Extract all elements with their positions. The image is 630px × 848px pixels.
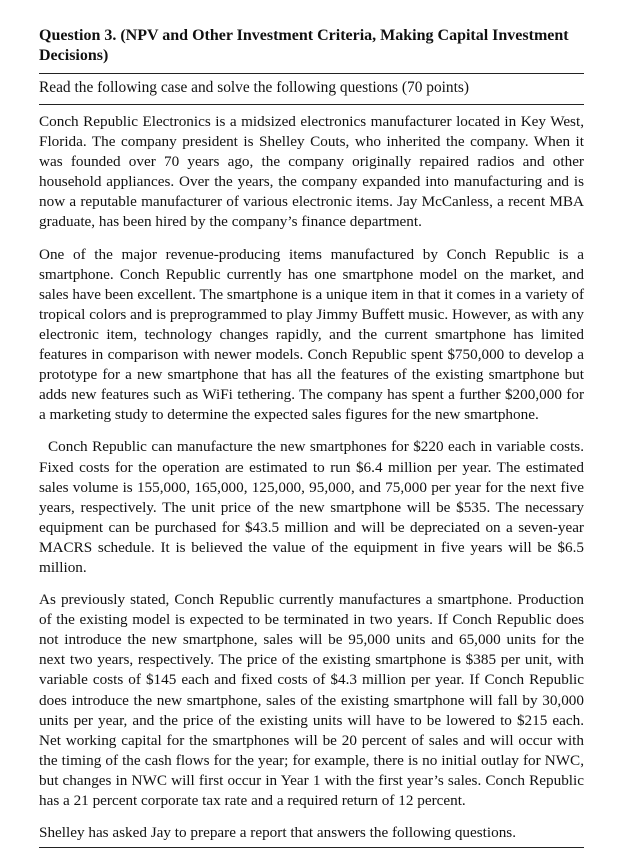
document-page bbox=[39, 0, 584, 848]
title-divider bbox=[39, 73, 584, 74]
question-instructions: Read the following case and solve the following questions (70 points) bbox=[39, 79, 470, 96]
case-paragraph-company: Conch Republic Electronics is a midsized electronics manufacturer located in Key West, Florida. The company president is Shelley Couts, who inherited the company. When it was founded over 70 years ago, the company originally repaired radios and other household appliances. Over the years, the company expanded into manufacturing and is now a reputable manufacturer of various electronic items. Jay McCanless, a recent MBA graduate, has been hired by the company’s finance department. bbox=[39, 113, 584, 231]
case-paragraph-smartphone: One of the major revenue-producing items manufactured by Conch Republic is a smartphone. Conch Republic currently has one smartphone model on the market, and sales have been excellent. The smartphone is a unique item in that it comes in a variety of tropical colors and is preprogrammed to play Jimmy Buffett music. However, as with any electronic item, technology changes rapidly, and the current smartphone has limited features in comparison with newer models. Conch Republic spent $750,000 to develop a prototype for a new smartphone that has all the features of the existing smartphone but adds new features such as WiFi tethering. The company has spent a further $200,000 for a marketing study to determine the expected sales figures for the new smartphone. bbox=[39, 245, 584, 424]
instructions-divider bbox=[39, 104, 584, 105]
case-paragraph-report-request: Shelley has asked Jay to prepare a report that answers the following questions. bbox=[39, 824, 517, 842]
question-title: Question 3. (NPV and Other Investment Criteria, Making Capital Investment Decisions) bbox=[39, 27, 569, 64]
case-paragraph-existing-model: As previously stated, Conch Republic currently manufactures a smartphone. Production of the existing model is expected to be terminated in two years. If Conch Republic does not introduce the new smartphone, sales will be 95,000 units and 65,000 units for the next two years, respectively. The price of the existing smartphone is $385 per unit, with variable costs of $145 each and fixed costs of $4.3 million per year. If Conch Republic does introduce the new smartphone, sales of the existing smartphone will fall by 30,000 units per year, and the price of the existing units will have to be lowered to $215 each. Net working capital for the smartphones will be 20 percent of sales and will occur with the timing of the cash flows for the year; for example, there is no initial outlay for NWC, but changes in NWC will first occur in Year 1 with the first year’s sales. Conch Republic has a 21 percent corporate tax rate and a required return of 12 percent. bbox=[39, 591, 584, 809]
case-paragraph-costs: Conch Republic can manufacture the new smartphones for $220 each in variable costs. Fixed costs for the operation are estimated to run $6.4 million per year. The estimated sales volume is 155,000, 165,000, 125,000, 95,000, and 75,000 per year for the next five years, respectively. The unit price of the new smartphone will be $535. The necessary equipment can be purchased for $43.5 million and will be depreciated on a seven-year MACRS schedule. It is believed the value of the equipment in five years will be $6.5 million. bbox=[39, 438, 584, 576]
